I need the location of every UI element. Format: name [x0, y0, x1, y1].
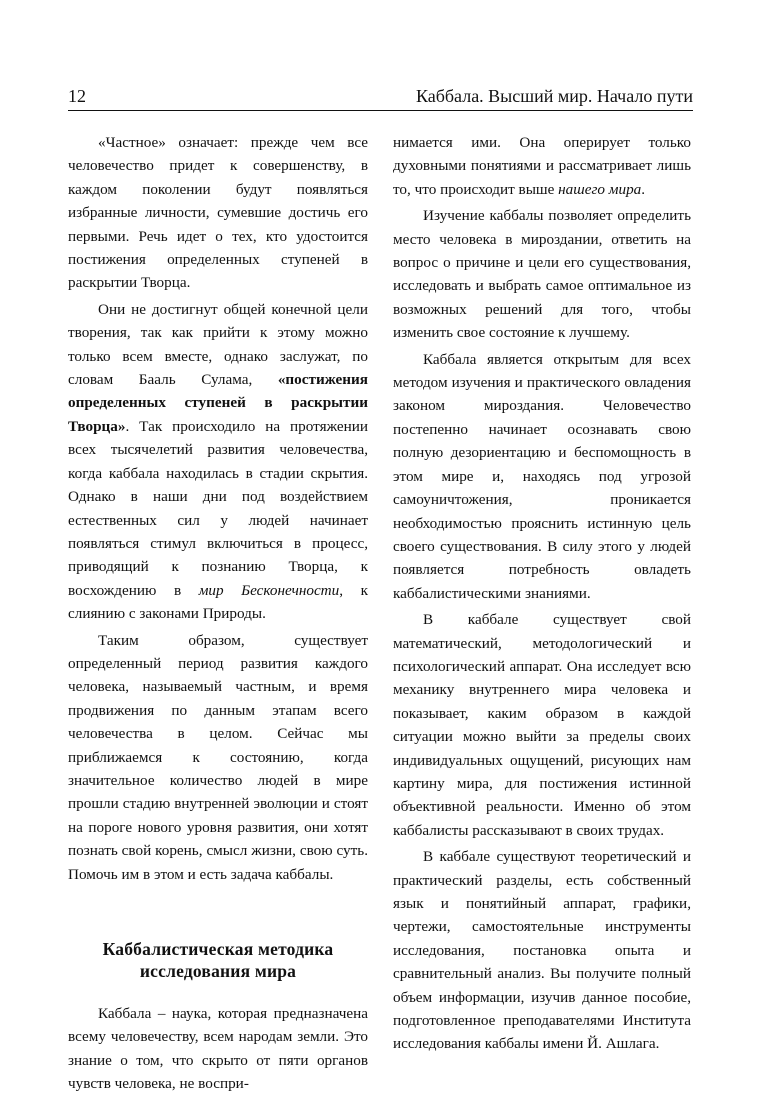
- text-run: Они не достигнут общей конечной цели творения, так как прийти к этому можно только всем вместе, однако заслужат, по словам Бааль Сулама,: [68, 300, 368, 389]
- paragraph: Каббала является открытым для всех методом изучения и практического овладения законом мироздания. Человечество постепенно начинает осознавать свою полную дезориентацию и беспомощность в этом мире и, находясь под угрозой самоуничтожения, проникается необходимостью прояснить истинную цель своего существования. В силу этого у людей появляется потребность овладеть каббалистическими знаниями.: [393, 350, 691, 602]
- running-title: Каббала. Высший мир. Начало пути: [415, 86, 693, 106]
- italic-term: мир Бесконечности: [198, 581, 340, 599]
- bold-quote: «постижения определенных ступеней в раскрытии Творца»: [68, 371, 368, 435]
- text-run: . Так происходило на протяжении всех тысячелетий развития человечества, когда каббала находилась в стадии скрытия. Однако в наши дни под воздействием естественных сил у людей начинает появляться стимул включиться в процесс, приводящий к познанию Творца, к восхождению в: [68, 417, 368, 599]
- text-run: , к слиянию с законами Природы.: [68, 581, 368, 623]
- paragraph: В каббале существует свой математический, методологический и психологический аппарат. Она исследует всю механику внутреннего мира человека и показывает, каким образом в каждой ситуации можно выйти за пределы своих индивидуальных ощущений, рисующих нам картину мира, для постижения истинной объективной реальности. Именно об этом каббалисты рассказывают в своих трудах.: [393, 611, 691, 839]
- paragraph: [68, 298, 368, 626]
- right-column: [393, 131, 691, 1059]
- section-heading-line: Каббалистическая методика: [102, 939, 334, 959]
- paragraph: Каббала – наука, которая предназначена всему человечеству, всем народам земли. Это знание о том, что скрыто от пяти органов чувств человека, не воспри-: [68, 1005, 368, 1093]
- section-heading-line: исследования мира: [139, 961, 297, 981]
- text-run: .: [641, 180, 646, 198]
- paragraph: Таким образом, существует определенный период развития каждого человека, называемый частным, и время продвижения по данным этапам всего человечества в целом. Сейчас мы приближаемся к состоянию, когда значительное количество людей в мире прошли стадию внутренней эволюции и стоят на пороге нового уровня развития, они хотят познать свой корень, смысл жизни, свою суть. Помочь им в этом и есть задача каббалы.: [68, 631, 368, 883]
- left-column: [68, 131, 368, 1099]
- page-number: 12: [68, 86, 86, 106]
- page-header: [68, 84, 693, 111]
- paragraph: Изучение каббалы позволяет определить место человека в мироздании, ответить на вопрос о причине и цели его существования, исследовать и выбрать самое оптимальное из возможных решений для того, чтобы изменить свое состояние к лучшему.: [393, 207, 691, 342]
- paragraph: «Частное» означает: прежде чем все человечество придет к совершенству, в каждом поколении будут появляться избранные личности, сумевшие достичь его первыми. Речь идет о тех, кто удостоится постижения определенных ступеней в раскрытии Творца.: [68, 134, 368, 292]
- paragraph: [393, 131, 691, 201]
- section-heading: [68, 938, 368, 982]
- italic-term: нашего мира: [558, 180, 642, 198]
- paragraph: В каббале существуют теоретический и практический разделы, есть собственный язык и понятийный аппарат, графики, чертежи, самостоятельные инструменты исследования, постановка опыта и сравнительный анализ. Вы получите полный объем информации, изучив данное пособие, подготовленное преподавателями Института исследования каббалы имени Й. Ашлага.: [393, 848, 691, 1053]
- text-run: нимается ими. Она оперирует только духовными понятиями и рассматривает лишь то, что происходит выше: [393, 134, 691, 198]
